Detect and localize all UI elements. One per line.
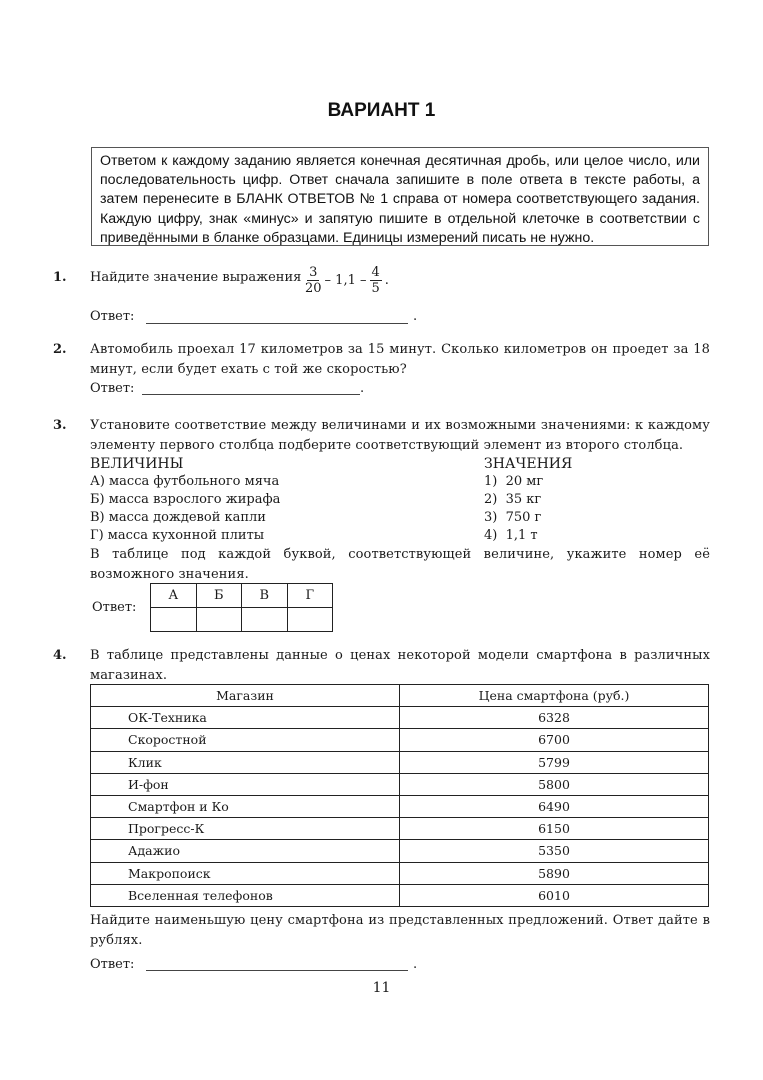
question-2-answer-label: Ответ: [90,381,135,396]
table-row [91,707,709,729]
table-row [91,862,709,884]
table-row [91,884,709,906]
answer-header-b: Б [196,584,242,608]
left-item-b: Б) масса взрослого жирафа [90,492,281,507]
price-cell: 6328 [400,707,709,729]
question-3-text: Установите соответствие между величинами и их возможными значениями: к каждому элементу первого столбца подберите соответствующий элемент из второго столбца. [90,418,710,453]
right-column-header: ЗНАЧЕНИЯ [484,456,573,472]
table-row [91,795,709,817]
question-1-answer-label: Ответ: [90,309,135,324]
price-cell: 6010 [400,884,709,906]
question-1-expression [305,265,389,296]
shop-cell: И-фон [91,773,400,795]
page-title: ВАРИАНТ 1 [327,100,436,121]
question-3-answer-table [150,583,333,632]
question-2-number: 2. [53,342,67,357]
question-4-answer-label: Ответ: [90,957,135,972]
question-3-answer-label: Ответ: [92,600,137,615]
left-item-g: Г) масса кухонной плиты [90,528,265,543]
price-cell: 6700 [400,729,709,751]
question-1-text: Найдите значение выражения [90,270,302,285]
instructions-box: Ответом к каждому заданию является конечная десятичная дробь, или целое число, или последовательность цифр. Ответ сначала запишите в поле ответа в тексте работы, а затем перенесите в БЛАНК ОТВЕТОВ № 1 справа от номера соответствующего задания. Каждую цифру, знак «минус» и запятую пишите в отдельной клеточке в соответствии с приведёнными в бланке образцами. Единицы измерений писать не нужно. [91,147,709,246]
fraction-3-20: $\frac{3}{20}$ [305,265,322,296]
shop-cell: ОК-Техника [91,707,400,729]
shop-cell: Макропоиск [91,862,400,884]
question-1-answer-field[interactable] [146,323,408,324]
price-cell: 5890 [400,862,709,884]
price-cell: 6150 [400,818,709,840]
page-number: 11 [372,980,391,996]
question-1-number: 1. [53,270,67,285]
price-cell: 5799 [400,751,709,773]
answer-cell-a[interactable] [151,608,197,632]
answer-header-a: А [151,584,197,608]
shop-cell: Прогресс-К [91,818,400,840]
left-item-a: А) масса футбольного мяча [90,474,280,489]
expression-middle: – 1,1 – [324,273,367,288]
answer-header-v: В [242,584,288,608]
shop-cell: Клик [91,751,400,773]
right-item-1: 1) 20 мг [484,474,544,489]
question-2-text: Автомобиль проехал 17 километров за 15 минут. Сколько километров он проедет за 18 минут, если будет ехать с той же скоростью? [90,342,710,377]
right-item-3: 3) 750 г [484,510,542,525]
question-4-question: Найдите наименьшую цену смартфона из представленных предложений. Ответ дайте в рублях. [90,913,710,948]
right-item-2: 2) 35 кг [484,492,542,507]
answer-header-g: Г [287,584,333,608]
shop-cell: Адажио [91,840,400,862]
column-header-shop: Магазин [91,685,400,707]
question-3-instruction: В таблице под каждой буквой, соответствующей величине, укажите номер её возможного значения. [90,547,710,582]
question-4-text: В таблице представлены данные о ценах некоторой модели смартфона в различных магазинах. [90,648,710,683]
expression-end: . [384,273,389,288]
question-2-answer-field[interactable] [142,394,360,395]
right-item-4: 4) 1,1 т [484,528,538,543]
shop-cell: Смартфон и Ко [91,795,400,817]
left-column-header: ВЕЛИЧИНЫ [90,456,184,472]
table-row [91,729,709,751]
question-3-number: 3. [53,418,67,433]
table-row [91,818,709,840]
answer-period: . [413,309,418,324]
question-4-answer-field[interactable] [146,970,408,971]
answer-cell-g[interactable] [287,608,333,632]
shop-cell: Вселенная телефонов [91,884,400,906]
answer-period: . [360,381,365,396]
price-cell: 5350 [400,840,709,862]
question-4-number: 4. [53,648,67,663]
answer-cell-b[interactable] [196,608,242,632]
table-row [91,840,709,862]
prices-table [90,684,709,907]
answer-period: . [413,957,418,972]
left-item-v: В) масса дождевой капли [90,510,266,525]
fraction-4-5: $\frac{4}{5}$ [371,265,380,296]
table-row [91,751,709,773]
price-cell: 6490 [400,795,709,817]
price-cell: 5800 [400,773,709,795]
shop-cell: Скоростной [91,729,400,751]
table-header-row [91,685,709,707]
column-header-price: Цена смартфона (руб.) [400,685,709,707]
answer-cell-v[interactable] [242,608,288,632]
table-row [91,773,709,795]
